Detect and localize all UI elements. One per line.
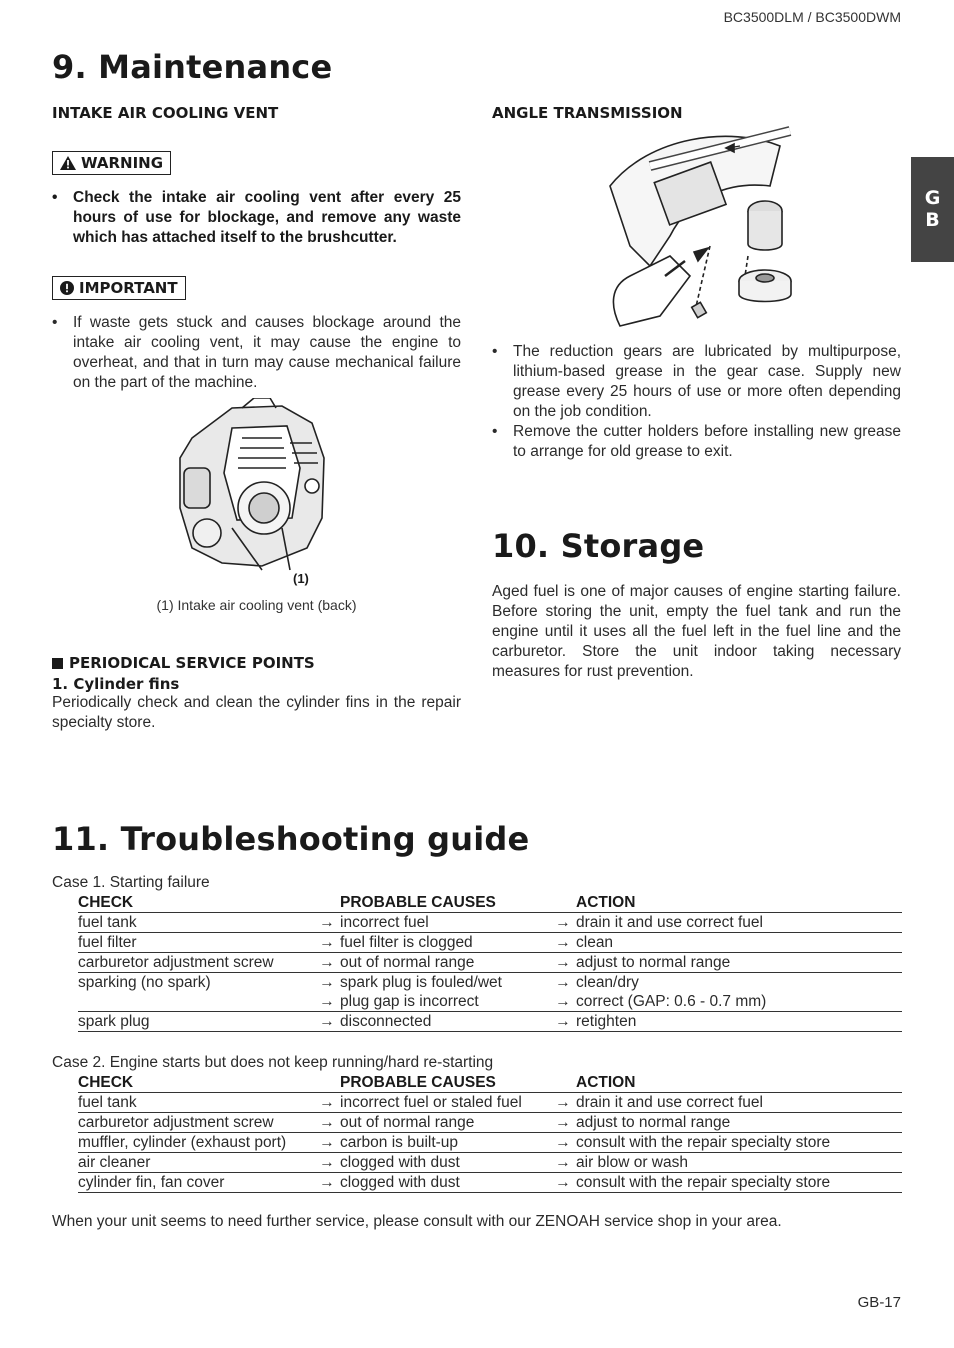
square-bullet-icon <box>52 658 63 669</box>
action-cell: consult with the repair specialty store <box>576 1174 831 1191</box>
language-tab <box>911 157 954 262</box>
model-number: BC3500DLM / BC3500DWM <box>723 9 901 25</box>
important-list <box>52 313 461 393</box>
check-cell: air cleaner <box>78 1154 151 1171</box>
warning-list <box>52 188 461 248</box>
case1-table <box>78 893 902 1032</box>
check-cell: fuel tank <box>78 914 137 931</box>
check-cell: spark plug <box>78 1013 150 1030</box>
table-row <box>78 992 902 1012</box>
action-cell: clean/dry <box>576 974 639 991</box>
engine-illustration <box>172 398 342 588</box>
cause-cell: carbon is built-up <box>340 1134 459 1151</box>
check-cell: fuel filter <box>78 934 137 951</box>
header-causes: PROBABLE CAUSES <box>340 1074 496 1091</box>
check-cell: carburetor adjustment screw <box>78 1114 274 1131</box>
section-title-storage: 10. Storage <box>492 527 705 565</box>
important-text: • If waste gets stuck and causes blockage around the intake air cooling vent, it may cause the engine to overheat, and that in turn may cause mechanical failure on the part of the machine. <box>52 313 461 393</box>
periodical-heading: PERIODICAL SERVICE POINTS <box>69 654 315 672</box>
action-cell: drain it and use correct fuel <box>576 1094 763 1111</box>
case1-title: Case 1. Starting failure <box>52 874 210 891</box>
arrow-icon: → <box>555 974 571 991</box>
cause-cell: fuel filter is clogged <box>340 934 473 951</box>
table-row <box>78 913 902 933</box>
cause-cell: incorrect fuel or staled fuel <box>340 1094 522 1111</box>
arrow-icon: → <box>319 954 335 971</box>
arrow-icon: → <box>319 1094 335 1111</box>
header-causes: PROBABLE CAUSES <box>340 894 496 911</box>
header-check: CHECK <box>78 1074 134 1091</box>
important-box <box>52 276 186 300</box>
check-cell: carburetor adjustment screw <box>78 954 274 971</box>
language-tab-line1: G <box>924 187 941 209</box>
cylinder-fins-text: Periodically check and clean the cylinder fins in the repair specialty store. <box>52 694 461 731</box>
arrow-icon: → <box>319 1114 335 1131</box>
action-cell: adjust to normal range <box>576 1114 731 1131</box>
table-row <box>78 1093 902 1113</box>
arrow-icon: → <box>319 1013 335 1030</box>
check-cell: cylinder fin, fan cover <box>78 1174 225 1191</box>
arrow-icon: → <box>319 1154 335 1171</box>
storage-text: Aged fuel is one of major causes of engine starting failure. Before storing the unit, empty the fuel tank and run the engine until it uses all the fuel left in the fuel line and the carburetor. Store the unit indoor taking necessary measures for rust prevention. <box>492 583 901 680</box>
warning-text: • Check the intake air cooling vent after every 25 hours of use for blockage, and remove any waste which has attached itself to the brushcutter. <box>52 188 461 248</box>
case2-header-row <box>78 1073 902 1093</box>
table-row <box>78 1113 902 1133</box>
angle-bullet-1: • The reduction gears are lubricated by multipurpose, lithium-based grease in the gear case. Supply new grease every 25 hours of use or more often depending on the job condition. <box>492 342 901 422</box>
cause-cell: spark plug is fouled/wet <box>340 974 502 991</box>
action-cell: retighten <box>576 1013 637 1030</box>
arrow-icon: → <box>319 934 335 951</box>
arrow-icon: → <box>319 1174 335 1191</box>
arrow-icon: → <box>319 1134 335 1151</box>
cause-cell: out of normal range <box>340 954 475 971</box>
header-action: ACTION <box>576 894 636 911</box>
arrow-icon: → <box>555 1013 571 1030</box>
check-cell: muffler, cylinder (exhaust port) <box>78 1134 287 1151</box>
table-row <box>78 953 902 973</box>
cause-cell: disconnected <box>340 1013 432 1030</box>
action-cell: adjust to normal range <box>576 954 731 971</box>
action-cell: drain it and use correct fuel <box>576 914 763 931</box>
arrow-icon: → <box>555 914 571 931</box>
cause-cell: clogged with dust <box>340 1174 460 1191</box>
header-action: ACTION <box>576 1074 636 1091</box>
page-number: GB-17 <box>857 1294 901 1311</box>
arrow-icon: → <box>555 934 571 951</box>
arrow-icon: → <box>555 1134 571 1151</box>
figure-callout: (1) <box>293 571 309 586</box>
arrow-icon: → <box>555 1174 571 1191</box>
gear-case-illustration <box>590 126 810 331</box>
table-row <box>78 1173 902 1193</box>
cause-cell: out of normal range <box>340 1114 475 1131</box>
table-row <box>78 933 902 953</box>
case1-header-row <box>78 893 902 913</box>
table-row <box>78 1012 902 1032</box>
warning-label: WARNING <box>81 154 164 172</box>
check-cell: sparking (no spark) <box>78 974 211 991</box>
arrow-icon: → <box>555 954 571 971</box>
check-cell <box>78 992 314 1012</box>
periodical-heading-row <box>52 654 315 672</box>
angle-bullet-2: • Remove the cutter holders before installing new grease to arrange for old grease to exit. <box>492 422 901 462</box>
case2-table <box>78 1073 902 1193</box>
table-row <box>78 1153 902 1173</box>
language-tab-line2: B <box>925 209 940 231</box>
action-cell: air blow or wash <box>576 1154 688 1171</box>
table-row <box>78 973 902 993</box>
section-title-maintenance: 9. Maintenance <box>52 48 333 86</box>
action-cell: clean <box>576 934 614 951</box>
figure-caption: (1) Intake air cooling vent (back) <box>156 597 357 613</box>
arrow-icon: → <box>555 993 571 1010</box>
arrow-icon: → <box>319 993 335 1010</box>
action-cell: consult with the repair specialty store <box>576 1134 831 1151</box>
action-cell: correct (GAP: 0.6 - 0.7 mm) <box>576 993 767 1010</box>
arrow-icon: → <box>319 914 335 931</box>
table-row <box>78 1133 902 1153</box>
intake-heading: INTAKE AIR COOLING VENT <box>52 104 279 122</box>
warning-box <box>52 151 171 175</box>
angle-heading: ANGLE TRANSMISSION <box>492 104 683 122</box>
exclamation-circle-icon <box>60 281 74 295</box>
section-title-troubleshooting: 11. Troubleshooting guide <box>52 820 530 858</box>
important-label: IMPORTANT <box>79 279 178 297</box>
arrow-icon: → <box>555 1154 571 1171</box>
service-note: When your unit seems to need further service, please consult with our ZENOAH service shop in your area. <box>52 1213 782 1230</box>
check-cell: fuel tank <box>78 1094 137 1111</box>
cause-cell: incorrect fuel <box>340 914 429 931</box>
header-check: CHECK <box>78 894 134 911</box>
cause-cell: plug gap is incorrect <box>340 993 479 1010</box>
case2-title: Case 2. Engine starts but does not keep running/hard re-starting <box>52 1054 494 1071</box>
cause-cell: clogged with dust <box>340 1154 460 1171</box>
arrow-icon: → <box>555 1094 571 1111</box>
arrow-icon: → <box>319 974 335 991</box>
arrow-icon: → <box>555 1114 571 1131</box>
warning-triangle-icon <box>60 156 76 170</box>
cylinder-fins-heading: 1. Cylinder fins <box>52 675 180 693</box>
angle-list <box>492 342 901 462</box>
